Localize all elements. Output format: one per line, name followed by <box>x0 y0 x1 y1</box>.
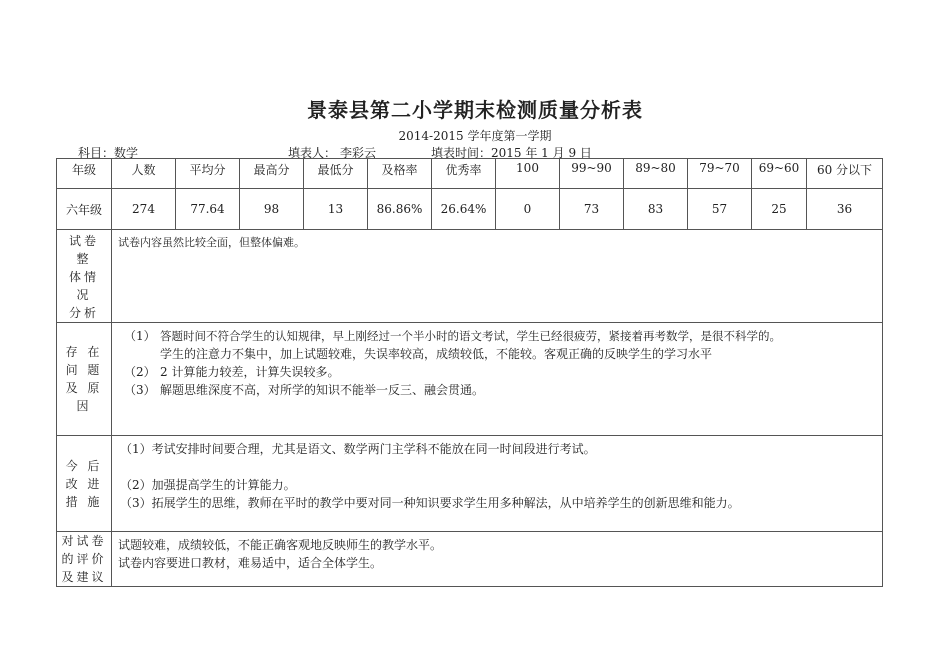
evaluation-line: 试卷内容要进口教材，难易适中，适合全体学生。 <box>118 556 383 570</box>
measures-section <box>57 436 883 532</box>
overall-label <box>57 230 112 323</box>
header-row <box>57 159 883 189</box>
header-cell: 99~90 <box>560 159 624 189</box>
data-cell: 六年级 <box>57 189 112 230</box>
table-row <box>57 189 883 230</box>
label-line: 体情况 <box>68 270 99 302</box>
data-cell: 36 <box>807 189 883 230</box>
problems-content <box>112 323 883 436</box>
header-cell: 及格率 <box>368 159 432 189</box>
data-cell: 274 <box>112 189 176 230</box>
item-number: （3） <box>124 383 156 397</box>
problems-section <box>57 323 883 436</box>
overall-text: 试卷内容虽然比较全面，但整体偏难。 <box>112 230 883 323</box>
header-cell: 年级 <box>57 159 112 189</box>
filler-label: 填表人： <box>288 146 337 160</box>
header-cell: 优秀率 <box>432 159 496 189</box>
data-cell: 26.64% <box>432 189 496 230</box>
subject-label: 科目： <box>78 146 115 160</box>
header-cell: 60 分以下 <box>807 159 883 189</box>
date-label: 填表时间： <box>431 146 492 160</box>
label-line: 分析 <box>68 306 99 320</box>
filler-value: 李彩云 <box>340 146 377 160</box>
measure-item: （1）考试安排时间要合理，尤其是语文、数学两门主学科不能放在同一时间段进行考试。 <box>120 442 596 456</box>
data-cell: 77.64 <box>176 189 240 230</box>
evaluation-label <box>57 532 112 587</box>
header-cell: 79~70 <box>688 159 752 189</box>
spacer <box>120 458 876 476</box>
date-value: 2015 年 1 月 9 日 <box>491 146 592 160</box>
item-text: 解题思维深度不高，对所学的知识不能举一反三、融会贯通。 <box>160 383 485 397</box>
header-cell: 最低分 <box>304 159 368 189</box>
item-number: （2） <box>124 365 156 379</box>
data-cell: 0 <box>496 189 560 230</box>
measures-content <box>112 436 883 532</box>
overall-section <box>57 230 883 323</box>
list-item <box>124 363 876 381</box>
list-item <box>124 327 876 363</box>
header-cell: 69~60 <box>752 159 807 189</box>
label-line: 存 在 <box>65 345 103 359</box>
label-line: 改 进 <box>65 476 103 491</box>
page-subtitle: 2014-2015 学年度第一学期 <box>398 129 552 143</box>
evaluation-section <box>57 532 883 587</box>
item-line: 学生的注意力不集中，加上试题较难，失误率较高，成绩较低，不能较。客观正确的反映学生的学习水平 <box>160 347 713 361</box>
item-text: 2 计算能力较差，计算失误较多。 <box>160 365 340 379</box>
analysis-table <box>56 158 883 587</box>
header-cell: 89~80 <box>624 159 688 189</box>
label-line: 对试卷 <box>61 534 107 548</box>
item-number: （1） <box>124 329 156 343</box>
data-cell: 13 <box>304 189 368 230</box>
label-line: 及建议 <box>61 570 107 584</box>
data-cell: 98 <box>240 189 304 230</box>
page-title: 景泰县第二小学期末检测质量分析表 <box>307 98 643 122</box>
evaluation-content <box>112 532 883 587</box>
list-item <box>124 381 876 399</box>
header-cell: 人数 <box>112 159 176 189</box>
data-cell: 57 <box>688 189 752 230</box>
label-line: 因 <box>76 399 92 413</box>
data-cell: 73 <box>560 189 624 230</box>
label-line: 的评价 <box>61 552 107 566</box>
label-line: 今 后 <box>65 458 103 473</box>
item-line: 答题时间不符合学生的认知规律，早上刚经过一个半小时的语文考试，学生已经很疲劳，紧接着再考数学，是很不科学的。 <box>160 329 781 343</box>
measure-item: （3）拓展学生的思维，教师在平时的教学中要对同一种知识要求学生用多种解法，从中培养学生的创新思维和能力。 <box>120 496 740 510</box>
label-line: 试卷整 <box>68 234 99 266</box>
measures-label <box>57 436 112 532</box>
problems-label <box>57 323 112 436</box>
evaluation-line: 试题较难，成绩较低，不能正确客观地反映师生的教学水平。 <box>118 538 443 552</box>
data-cell: 25 <box>752 189 807 230</box>
label-line: 问 题 <box>65 363 103 377</box>
label-line: 及 原 <box>65 381 103 395</box>
item-text <box>160 327 876 363</box>
header-cell: 最高分 <box>240 159 304 189</box>
label-line: 措 施 <box>65 494 103 509</box>
subject-value: 数学 <box>114 146 139 160</box>
header-cell: 平均分 <box>176 159 240 189</box>
data-cell: 83 <box>624 189 688 230</box>
header-cell: 100 <box>496 159 560 189</box>
measure-item: （2）加强提高学生的计算能力。 <box>120 478 296 492</box>
data-cell: 86.86% <box>368 189 432 230</box>
